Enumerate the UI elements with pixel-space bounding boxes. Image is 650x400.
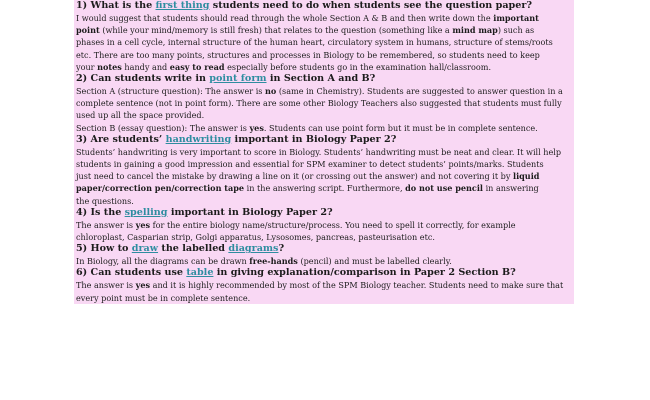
answer-3-line-2: students in gaining a good impression and essential for SPM examiner to detect students’ points/marks. Students [74,158,574,170]
answer-1-line-4: etc. There are too many points, structures and processes in Biology to be remembered, so students need to keep [74,49,574,61]
answer-3-line-4: paper/correction pen/correction tape in the answering script. Furthermore, do not use pencil in answering [74,182,574,194]
link-table[interactable]: table [186,267,214,279]
link-handwriting[interactable]: handwriting [165,133,232,145]
answer-4-line-2: chloroplast, Casparian strip, Golgi apparatus, Lysosomes, pancreas, pasteurisation etc. [74,231,574,243]
question-1-heading: 1) What is the first thing students need to do when students see the question paper? [74,0,574,12]
link-diagrams[interactable]: diagrams [228,243,279,255]
answer-2-line-3: used up all the space provided. [74,109,574,121]
answer-1-line-2: point (while your mind/memory is still fresh) that relates to the question (something like a mind map) such as [74,24,574,36]
answer-3-line-3: just need to cancel the mistake by drawing a line on it (or crossing out the answer) and not covering it by liquid [74,170,574,182]
link-point-form[interactable]: point form [209,73,267,85]
answer-2-line-2: complete sentence (not in point form). There are some other Biology Teachers also suggested that students must fully [74,97,574,109]
question-4-heading: 4) Is the spelling important in Biology Paper 2? [74,207,574,219]
answer-1-line-5: your notes handy and easy to read especially before students go in the examination hall/classroom. [74,61,574,73]
answer-6-line-1: The answer is yes and it is highly recommended by most of the SPM Biology teacher. Students need to make sure that [74,279,574,291]
link-draw[interactable]: draw [131,243,159,255]
question-2-heading: 2) Can students write in point form in Section A and B? [74,73,574,85]
answer-5-line-1: In Biology, all the diagrams can be drawn free-hands (pencil) and must be labelled clearly. [74,255,574,267]
answer-4-line-1: The answer is yes for the entire biology name/structure/process. You need to spell it correctly, for example [74,219,574,231]
answer-3-line-1: Students’ handwriting is very important to score in Biology. Students’ handwriting must be neat and clear. It will help [74,146,574,158]
answer-3-line-5: the questions. [74,195,574,207]
answer-2-line-1: Section A (structure question): The answer is no (same in Chemistry). Students are suggested to answer question in a [74,85,574,97]
question-6-heading: 6) Can students use table in giving explanation/comparison in Paper 2 Section B? [74,267,574,279]
link-spelling[interactable]: spelling [124,206,168,218]
question-3-heading: 3) Are students’ handwriting important in Biology Paper 2? [74,134,574,146]
answer-1-line-1: I would suggest that students should read through the whole Section A & B and then write down the important [74,12,574,24]
document-content [74,0,574,304]
question-5-heading: 5) How to draw the labelled diagrams? [74,243,574,255]
answer-2-line-4: Section B (essay question): The answer is yes. Students can use point form but it must be in complete sentence. [74,122,574,134]
answer-6-line-2: every point must be in complete sentence. [74,292,574,304]
answer-1-line-3: phases in a cell cycle, internal structure of the human heart, circulatory system in humans, structure of stems/roots [74,36,574,48]
link-first-thing[interactable]: first thing [155,0,210,11]
